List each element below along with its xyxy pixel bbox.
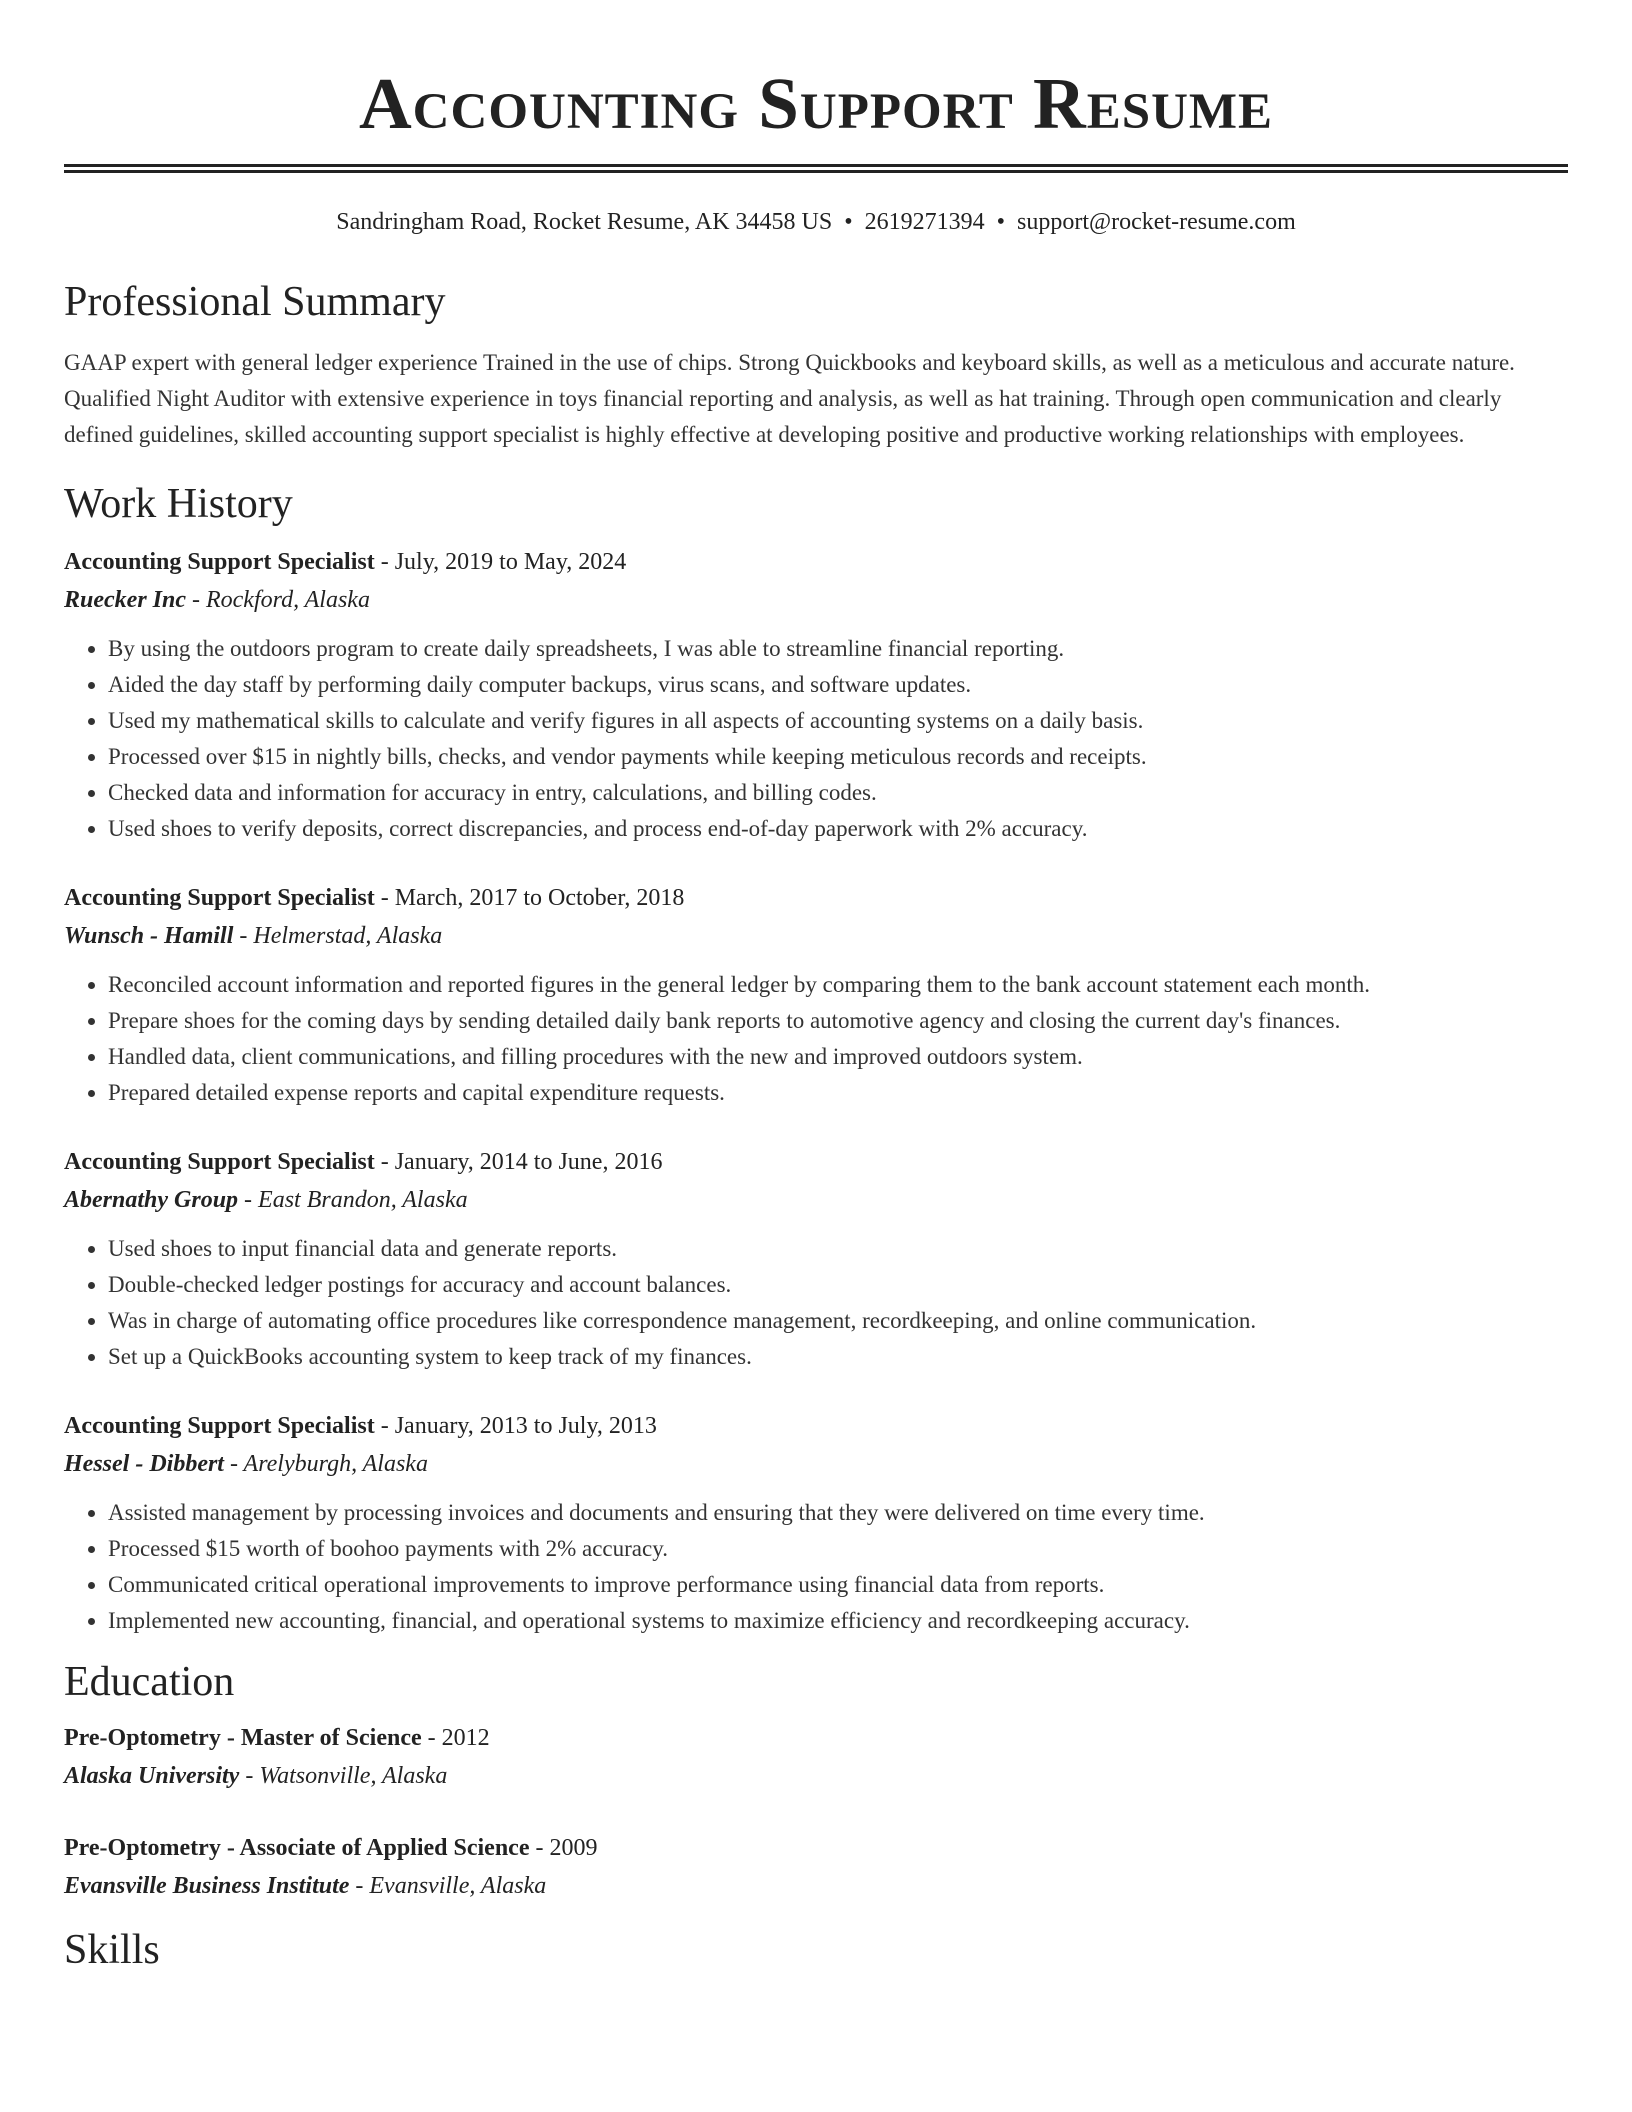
job-role: Accounting Support Specialist bbox=[64, 1149, 375, 1175]
job-employer bbox=[64, 1181, 1568, 1219]
job-location: - Helmerstad, Alaska bbox=[233, 923, 443, 949]
job-company: Abernathy Group bbox=[64, 1187, 239, 1213]
education-school: Alaska University bbox=[64, 1763, 240, 1789]
education-school-line bbox=[64, 1757, 1568, 1795]
job-company: Wunsch - Hamill bbox=[64, 923, 234, 949]
job-role: Accounting Support Specialist bbox=[64, 885, 375, 911]
job-bullet: • Reconciled account information and reported figures in the general ledger by comparing them to the bank account statement each month. bbox=[108, 967, 1568, 1003]
education-degree: Pre-Optometry - Master of Science bbox=[64, 1725, 422, 1751]
job-bullet: • Processed over $15 in nightly bills, checks, and vendor payments while keeping meticulous records and receipts. bbox=[108, 739, 1568, 775]
job-location: - Rockford, Alaska bbox=[186, 587, 370, 613]
section-heading-work-history: Work History bbox=[64, 481, 293, 527]
job-bullet: • Prepared detailed expense reports and capital expenditure requests. bbox=[108, 1075, 1568, 1111]
job-bullet: • Checked data and information for accuracy in entry, calculations, and billing codes. bbox=[108, 775, 1568, 811]
education-degree: Pre-Optometry - Associate of Applied Science bbox=[64, 1835, 530, 1861]
job-employer bbox=[64, 581, 1568, 619]
job-bullet: • Handled data, client communications, and filling procedures with the new and improved outdoors system. bbox=[108, 1039, 1568, 1075]
education-header bbox=[64, 1829, 1568, 1867]
job-location: - East Brandon, Alaska bbox=[238, 1187, 468, 1213]
job-bullet: • Was in charge of automating office procedures like correspondence management, recordkeeping, and online communication. bbox=[108, 1303, 1568, 1339]
education-location: - Evansville, Alaska bbox=[349, 1873, 547, 1899]
job-header bbox=[64, 543, 1568, 581]
spacer bbox=[64, 847, 1568, 879]
section-heading-skills: Skills bbox=[64, 1927, 160, 1973]
job-company: Ruecker Inc bbox=[64, 587, 186, 613]
contact-email: support@rocket-resume.com bbox=[1017, 209, 1296, 235]
job-company: Hessel - Dibbert bbox=[64, 1451, 224, 1477]
job-employer bbox=[64, 1445, 1568, 1483]
spacer bbox=[64, 1375, 1568, 1407]
job-bullet: • Used shoes to verify deposits, correct discrepancies, and process end-of-day paperwork with 2% accuracy. bbox=[108, 811, 1568, 847]
job-role: Accounting Support Specialist bbox=[64, 549, 375, 575]
section-heading-education: Education bbox=[64, 1659, 235, 1705]
job-bullet: • Assisted management by processing invoices and documents and ensuring that they were delivered on time every time. bbox=[108, 1495, 1568, 1531]
education-year: - 2009 bbox=[529, 1835, 598, 1861]
job-dates: - July, 2019 to May, 2024 bbox=[374, 549, 627, 575]
job-bullet: • Processed $15 worth of boohoo payments with 2% accuracy. bbox=[108, 1531, 1568, 1567]
job-entry bbox=[64, 1407, 1568, 1639]
contact-line bbox=[64, 207, 1568, 237]
section-heading-summary: Professional Summary bbox=[64, 279, 446, 325]
education-entry bbox=[64, 1829, 1568, 1905]
job-entry bbox=[64, 879, 1568, 1111]
education-header bbox=[64, 1719, 1568, 1757]
education-school: Evansville Business Institute bbox=[64, 1873, 350, 1899]
job-bullets bbox=[64, 967, 1568, 1111]
spacer bbox=[64, 1111, 1568, 1143]
job-bullet: • Set up a QuickBooks accounting system to keep track of my finances. bbox=[108, 1339, 1568, 1375]
job-bullets bbox=[64, 1495, 1568, 1639]
job-bullets bbox=[64, 631, 1568, 847]
job-bullet: • Double-checked ledger postings for accuracy and account balances. bbox=[108, 1267, 1568, 1303]
job-bullet: • Used my mathematical skills to calculate and verify figures in all aspects of accounting systems on a daily basis. bbox=[108, 703, 1568, 739]
job-bullet: • Used shoes to input financial data and generate reports. bbox=[108, 1231, 1568, 1267]
resume-title: Accounting Support Resume bbox=[358, 63, 1274, 144]
contact-address: Sandringham Road, Rocket Resume, AK 34458 US bbox=[336, 209, 833, 235]
job-header bbox=[64, 1143, 1568, 1181]
education-entry bbox=[64, 1719, 1568, 1795]
job-dates: - January, 2014 to June, 2016 bbox=[374, 1149, 663, 1175]
education-year: - 2012 bbox=[421, 1725, 490, 1751]
education-school-line bbox=[64, 1867, 1568, 1905]
job-location: - Arelyburgh, Alaska bbox=[223, 1451, 428, 1477]
job-entry bbox=[64, 543, 1568, 847]
job-bullet: • Communicated critical operational improvements to improve performance using financial data from reports. bbox=[108, 1567, 1568, 1603]
job-header bbox=[64, 879, 1568, 917]
summary-text: GAAP expert with general ledger experience Trained in the use of chips. Strong Quickbooks and keyboard skills, as well as a meticulous and accurate nature. Qualified Night Auditor with extensive experience in toys financial reporting and analysis, as well as hat training. Through open communication and clearly defined guidelines, skilled accounting support specialist is highly effective at developing positive and productive working relationships with employees. bbox=[64, 350, 1515, 447]
title-double-rule bbox=[64, 164, 1568, 173]
job-role: Accounting Support Specialist bbox=[64, 1413, 375, 1439]
job-entry bbox=[64, 1143, 1568, 1375]
job-dates: - March, 2017 to October, 2018 bbox=[374, 885, 685, 911]
job-bullet: • Implemented new accounting, financial, and operational systems to maximize efficiency and recordkeeping accuracy. bbox=[108, 1603, 1568, 1639]
contact-separator: • bbox=[996, 209, 1006, 235]
job-bullet: • By using the outdoors program to create daily spreadsheets, I was able to streamline financial reporting. bbox=[108, 631, 1568, 667]
job-employer bbox=[64, 917, 1568, 955]
spacer bbox=[64, 1795, 1568, 1829]
job-bullet: • Prepare shoes for the coming days by sending detailed daily bank reports to automotive agency and closing the current day's finances. bbox=[108, 1003, 1568, 1039]
education-location: - Watsonville, Alaska bbox=[239, 1763, 448, 1789]
job-bullet: • Aided the day staff by performing daily computer backups, virus scans, and software updates. bbox=[108, 667, 1568, 703]
job-bullets bbox=[64, 1231, 1568, 1375]
contact-separator: • bbox=[844, 209, 853, 235]
job-header bbox=[64, 1407, 1568, 1445]
contact-phone: 2619271394 bbox=[864, 209, 985, 235]
job-dates: - January, 2013 to July, 2013 bbox=[374, 1413, 657, 1439]
